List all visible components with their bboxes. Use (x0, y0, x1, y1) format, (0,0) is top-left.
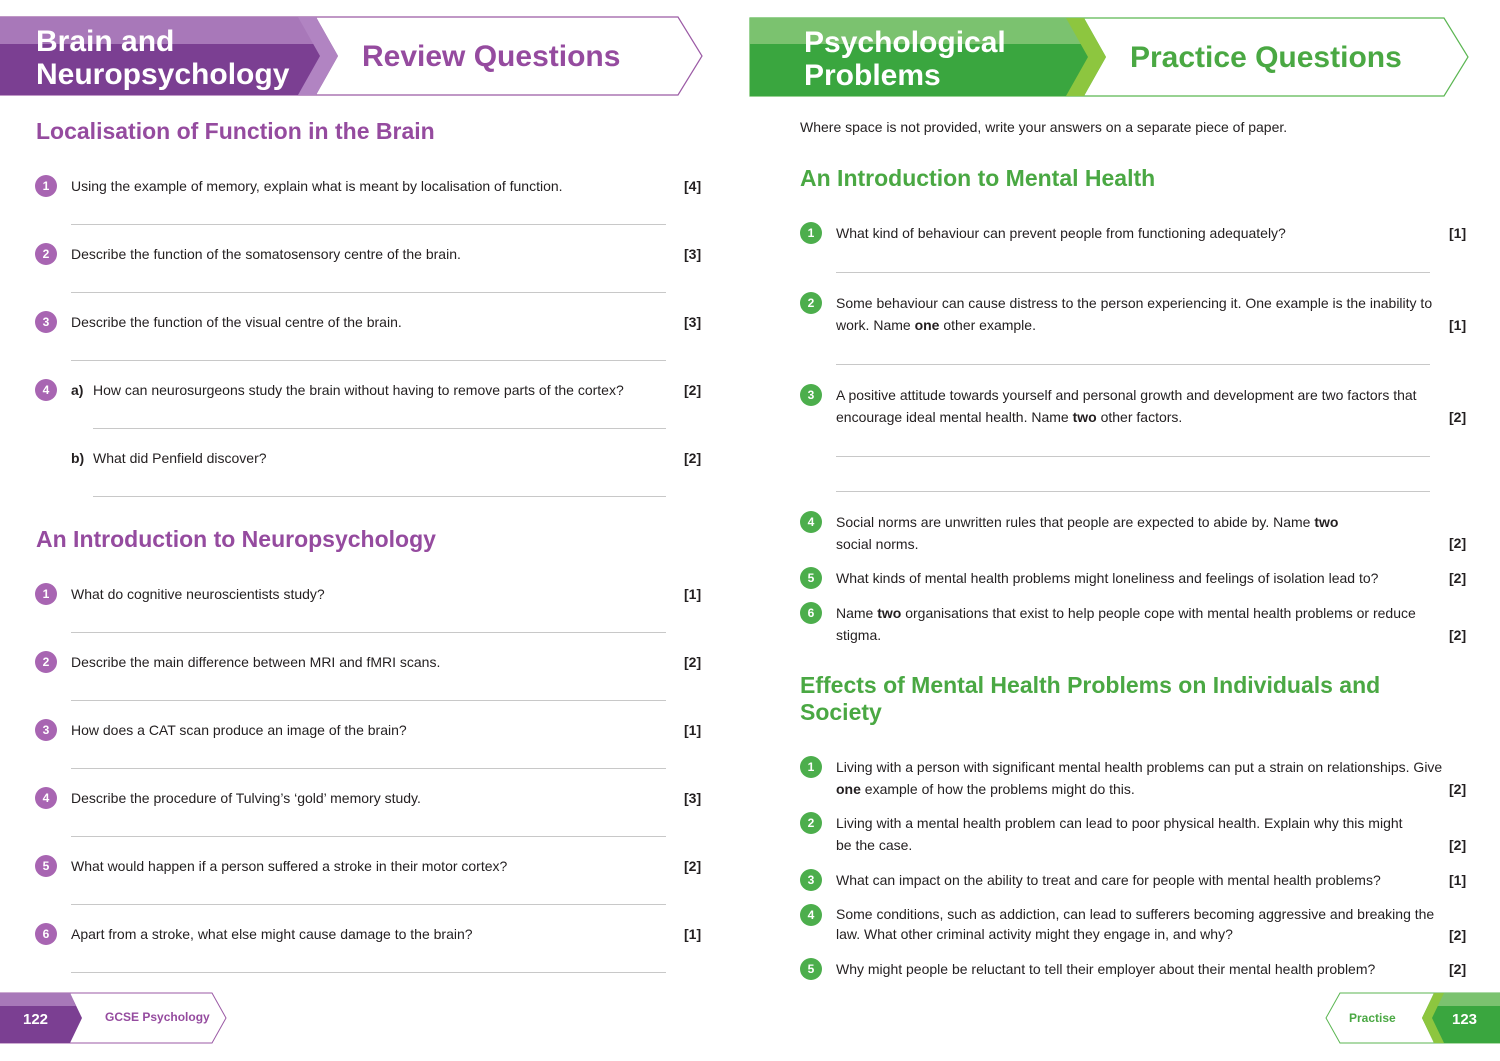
question-text: A positive attitude towards yourself and personal growth and development are two factors that encourage ideal mental health. Name two other factors. (836, 387, 1417, 425)
question-marks: [1] (1449, 225, 1467, 241)
question-marks: [1] (684, 586, 702, 602)
question-marks: [2] (684, 654, 702, 670)
section-heading: Effects of Mental Health Problems on Individuals and Society (800, 672, 1381, 725)
question-text: What kind of behaviour can prevent people from functioning adequately? (836, 225, 1286, 241)
question-number-badge: 6 (800, 602, 822, 624)
answer-line[interactable] (836, 272, 1430, 273)
question-text: Living with a person with significant mental health problems can put a strain on relationships. Give one example of how the problems might do this. (836, 759, 1443, 797)
page-number: 123 (1452, 1011, 1478, 1028)
question-number-badge: 6 (35, 923, 57, 945)
question-number-badge: 4 (35, 379, 57, 401)
page-number: 122 (23, 1011, 49, 1028)
answer-line[interactable] (71, 360, 666, 361)
answer-line[interactable] (71, 836, 666, 837)
section-type-title: Practice Questions (1130, 41, 1402, 74)
question-marks: [2] (1449, 927, 1467, 943)
answer-line[interactable] (71, 224, 666, 225)
answer-line[interactable] (93, 496, 666, 497)
question-number-badge: 3 (35, 311, 57, 333)
question-number-badge: 3 (800, 384, 822, 406)
question-number-badge: 2 (35, 651, 57, 673)
subquestion-label: b) (71, 450, 85, 466)
question-marks: [2] (1449, 781, 1467, 797)
question-number-badge: 1 (35, 175, 57, 197)
question-text: What do cognitive neuroscientists study? (71, 586, 325, 602)
answer-line[interactable] (71, 768, 666, 769)
question-marks: [2] (684, 382, 702, 398)
question-marks: [3] (684, 314, 702, 330)
question-number-badge: 2 (800, 292, 822, 314)
answer-line[interactable] (71, 632, 666, 633)
question-number-badge: 2 (35, 243, 57, 265)
question-text: Describe the function of the somatosensory centre of the brain. (71, 246, 461, 262)
question-text: What did Penfield discover? (93, 450, 267, 466)
question-text: Describe the procedure of Tulving’s ‘gold’ memory study. (71, 790, 421, 806)
question-number-badge: 5 (800, 567, 822, 589)
question-number-badge: 3 (35, 719, 57, 741)
question-text: How does a CAT scan produce an image of the brain? (71, 722, 407, 738)
question-marks: [4] (684, 178, 702, 194)
question-number-badge: 4 (800, 904, 822, 926)
question-marks: [2] (1449, 570, 1467, 586)
question-marks: [2] (1449, 627, 1467, 643)
answer-line[interactable] (71, 972, 666, 973)
question-text: Apart from a stroke, what else might cause damage to the brain? (71, 926, 473, 942)
answer-line[interactable] (836, 491, 1430, 492)
question-text: How can neurosurgeons study the brain without having to remove parts of the cortex? (93, 382, 624, 398)
question-marks: [2] (1449, 961, 1467, 977)
answer-line[interactable] (71, 904, 666, 905)
question-text: Name two organisations that exist to help people cope with mental health problems or reduce stigma. (836, 605, 1416, 643)
subquestion-label: a) (71, 382, 84, 398)
question-marks: [2] (1449, 837, 1467, 853)
question-marks: [2] (1449, 535, 1467, 551)
question-text: Describe the main difference between MRI and fMRI scans. (71, 654, 441, 670)
question-marks: [3] (684, 246, 702, 262)
question-text: Some conditions, such as addiction, can lead to sufferers becoming aggressive and breaking the law. What other criminal activity might they engage in, and why? (836, 906, 1435, 942)
section-heading: Localisation of Function in the Brain (36, 118, 435, 144)
question-text: Why might people be reluctant to tell their employer about their mental health problem? (836, 961, 1376, 977)
question-marks: [2] (1449, 409, 1467, 425)
question-marks: [1] (1449, 872, 1467, 888)
question-number-badge: 1 (800, 756, 822, 778)
question-text: What can impact on the ability to treat and care for people with mental health problems? (836, 872, 1381, 888)
chapter-title: Brain and Neuropsychology (36, 25, 290, 91)
question-number-badge: 1 (800, 222, 822, 244)
answer-line[interactable] (71, 700, 666, 701)
question-number-badge: 5 (35, 855, 57, 877)
answer-line[interactable] (71, 292, 666, 293)
footer-section-label: Practise (1349, 1011, 1396, 1025)
instruction-text: Where space is not provided, write your answers on a separate piece of paper. (800, 119, 1288, 135)
question-text: What kinds of mental health problems might loneliness and feelings of isolation lead to? (836, 570, 1379, 586)
question-number-badge: 4 (800, 511, 822, 533)
question-text: Social norms are unwritten rules that people are expected to abide by. Name two social norms. (836, 514, 1339, 552)
question-number-badge: 1 (35, 583, 57, 605)
answer-line[interactable] (836, 456, 1430, 457)
question-marks: [2] (684, 858, 702, 874)
question-text: Describe the function of the visual centre of the brain. (71, 314, 402, 330)
question-text: Living with a mental health problem can lead to poor physical health. Explain why this might be the case. (836, 815, 1403, 853)
question-number-badge: 5 (800, 958, 822, 980)
question-marks: [1] (684, 926, 702, 942)
section-heading: An Introduction to Neuropsychology (36, 526, 436, 552)
answer-line[interactable] (836, 364, 1430, 365)
question-number-badge: 3 (800, 869, 822, 891)
question-text: Using the example of memory, explain what is meant by localisation of function. (71, 178, 563, 194)
section-heading: An Introduction to Mental Health (800, 165, 1156, 191)
question-number-badge: 2 (800, 812, 822, 834)
question-marks: [1] (1449, 317, 1467, 333)
question-text: Some behaviour can cause distress to the person experiencing it. One example is the inability to work. Name one other example. (836, 295, 1433, 333)
question-text: What would happen if a person suffered a stroke in their motor cortex? (71, 858, 508, 874)
question-marks: [1] (684, 722, 702, 738)
question-marks: [2] (684, 450, 702, 466)
question-marks: [3] (684, 790, 702, 806)
chapter-title: Psychological Problems (804, 26, 1006, 92)
book-title: GCSE Psychology (105, 1010, 210, 1024)
section-type-title: Review Questions (362, 40, 621, 73)
question-number-badge: 4 (35, 787, 57, 809)
answer-line[interactable] (93, 428, 666, 429)
